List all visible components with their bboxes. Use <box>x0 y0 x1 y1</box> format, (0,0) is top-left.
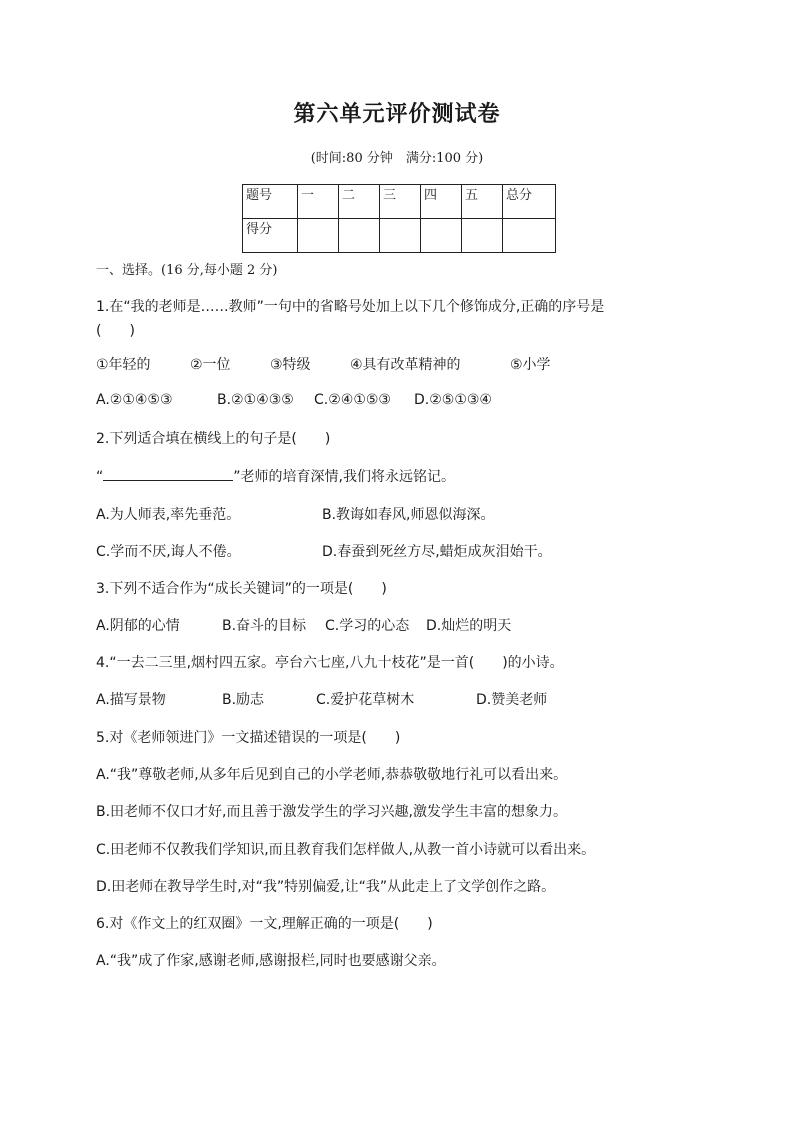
score-table-header-row <box>243 185 556 219</box>
question-4-options <box>96 689 547 709</box>
question-3-options <box>96 615 511 635</box>
exam-info: (时间:80 分钟 满分:100 分) <box>310 151 484 166</box>
score-header-cell: 总分 <box>503 185 556 219</box>
question-1-stem: 1.在“我的老师是……教师”一句中的省略号处加上以下几个修饰成分,正确的序号是 <box>96 299 605 315</box>
question-1-paren: ( ) <box>96 323 135 339</box>
question-3-stem: 3.下列不适合作为“成长关键词”的一项是( ) <box>96 581 387 597</box>
score-cell[interactable] <box>503 219 556 253</box>
item: ⑤小学 <box>510 357 551 373</box>
score-cell[interactable] <box>298 219 339 253</box>
option-d[interactable]: D.赞美老师 <box>476 692 548 708</box>
item: ④具有改革精神的 <box>350 357 461 373</box>
option-c[interactable]: C.田老师不仅教我们学知识,而且教育我们怎样做人,从教一首小诗就可以看出来。 <box>96 842 596 858</box>
option-a[interactable]: A.“我”尊敬老师,从多年后见到自己的小学老师,恭恭敬敬地行礼可以看出来。 <box>96 767 568 783</box>
option-b[interactable]: B.田老师不仅口才好,而且善于激发学生的学习兴趣,激发学生丰富的想象力。 <box>96 804 567 820</box>
option-b[interactable]: B.②①④③⑤ <box>217 392 294 408</box>
question-5-stem: 5.对《老师领进门》一文描述错误的一项是( ) <box>96 730 401 746</box>
option-a[interactable]: A.②①④⑤③ <box>96 392 173 408</box>
score-table-score-row <box>243 219 556 253</box>
option-b[interactable]: B.奋斗的目标 <box>222 618 307 634</box>
question-1-items <box>96 354 551 374</box>
question-2-stem: 2.下列适合填在横线上的句子是( ) <box>96 431 331 447</box>
section-heading: 一、选择。(16 分,每小题 2 分) <box>96 263 278 278</box>
question-2-blank-line <box>96 466 455 486</box>
option-b[interactable]: B.励志 <box>222 692 265 708</box>
score-table <box>242 184 556 253</box>
score-row-label: 得分 <box>243 219 298 253</box>
question-6-stem: 6.对《作文上的红双圈》一文,理解正确的一项是( ) <box>96 916 433 932</box>
item: ②一位 <box>190 357 231 373</box>
score-header-cell: 四 <box>421 185 462 219</box>
option-d[interactable]: D.②⑤①③④ <box>414 392 492 408</box>
option-c[interactable]: C.学而不厌,诲人不倦。 <box>96 544 241 560</box>
score-cell[interactable] <box>339 219 380 253</box>
quote-open: “ <box>96 469 104 485</box>
score-header-cell: 一 <box>298 185 339 219</box>
score-header-cell: 题号 <box>243 185 298 219</box>
score-cell[interactable] <box>462 219 503 253</box>
item: ①年轻的 <box>96 357 151 373</box>
option-d[interactable]: D.灿烂的明天 <box>426 618 512 634</box>
option-a[interactable]: A.为人师表,率先垂范。 <box>96 507 241 523</box>
question-2-options-row-1 <box>96 504 495 524</box>
option-d[interactable]: D.田老师在教导学生时,对“我”特别偏爱,让“我”从此走上了文学创作之路。 <box>96 879 556 895</box>
option-d[interactable]: D.春蚕到死丝方尽,蜡炬成灰泪始干。 <box>322 544 552 560</box>
page-title: 第六单元评价测试卷 <box>293 101 501 127</box>
score-cell[interactable] <box>380 219 421 253</box>
option-a[interactable]: A.“我”成了作家,感谢老师,感谢报栏,同时也要感谢父亲。 <box>96 953 446 969</box>
option-c[interactable]: C.爱护花草树木 <box>316 692 415 708</box>
score-header-cell: 三 <box>380 185 421 219</box>
question-4-stem: 4.“一去二三里,烟村四五家。亭台六七座,八九十枝花”是一首( )的小诗。 <box>96 655 564 671</box>
option-a[interactable]: A.描写景物 <box>96 692 166 708</box>
option-c[interactable]: C.学习的心态 <box>325 618 410 634</box>
option-c[interactable]: C.②④①⑤③ <box>314 392 391 408</box>
blank-sentence: ”老师的培育深情,我们将永远铭记。 <box>233 469 455 485</box>
question-2-options-row-2 <box>96 541 552 561</box>
score-header-cell: 五 <box>462 185 503 219</box>
score-cell[interactable] <box>421 219 462 253</box>
question-1-options <box>96 392 492 408</box>
answer-blank[interactable] <box>103 466 233 481</box>
option-b[interactable]: B.教诲如春风,师恩似海深。 <box>322 507 495 523</box>
option-a[interactable]: A.阴郁的心情 <box>96 618 180 634</box>
score-header-cell: 二 <box>339 185 380 219</box>
item: ③特级 <box>270 357 311 373</box>
